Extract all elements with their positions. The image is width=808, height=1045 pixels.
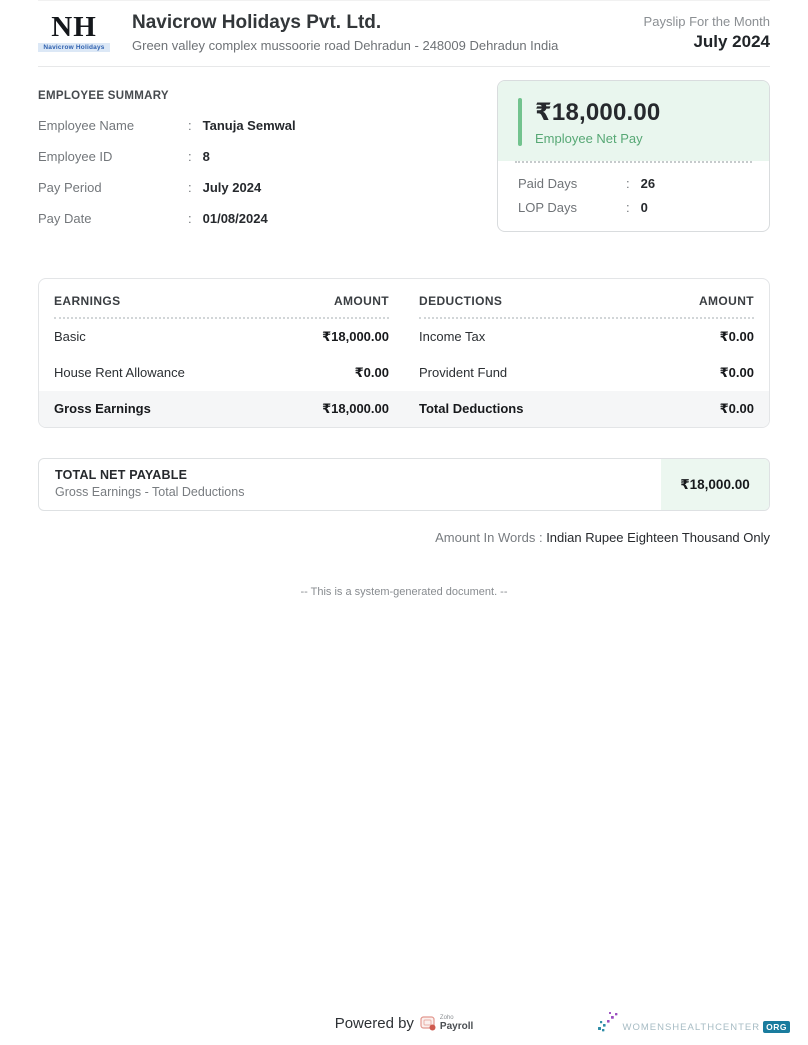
zoho-payroll-icon xyxy=(420,1015,437,1032)
powered-by-label: Powered by xyxy=(334,1015,414,1032)
company-info xyxy=(132,12,622,53)
gross-earnings-amount: ₹18,000.00 xyxy=(322,401,389,416)
amount-header: AMOUNT xyxy=(333,294,389,308)
net-pay-details xyxy=(498,163,769,231)
field-colon: : xyxy=(626,176,630,191)
watermark-org-badge: ORG xyxy=(763,1021,790,1034)
field-colon: : xyxy=(188,180,192,195)
field-value: 8 xyxy=(202,149,210,164)
table-row xyxy=(419,355,754,391)
total-net-payable-box xyxy=(38,458,770,511)
total-deductions-amount: ₹0.00 xyxy=(719,401,754,416)
field-colon: : xyxy=(188,149,192,164)
field-colon: : xyxy=(188,211,192,226)
totals-row xyxy=(39,391,769,427)
employee-summary xyxy=(38,80,296,232)
amount-in-words-separator: : xyxy=(535,530,547,545)
net-payable-subtitle: Gross Earnings - Total Deductions xyxy=(55,485,245,499)
header xyxy=(38,1,770,67)
company-logo-initials: NH xyxy=(51,11,97,43)
field-value: 26 xyxy=(640,176,656,191)
summary-section xyxy=(38,80,770,232)
employee-name-row xyxy=(38,118,296,133)
table-row xyxy=(54,355,389,391)
paid-days-row xyxy=(518,176,749,191)
company-logo-subtext: Navicrow Holidays xyxy=(38,43,110,52)
field-label: LOP Days xyxy=(518,200,578,215)
field-label: Paid Days xyxy=(518,176,578,191)
field-colon: : xyxy=(188,118,192,133)
payslip-month: July 2024 xyxy=(693,31,770,51)
zoho-payroll-logo xyxy=(420,1015,473,1032)
company-name: Navicrow Holidays Pvt. Ltd. xyxy=(132,12,382,33)
womenshealthcenter-dots-icon xyxy=(597,1011,621,1033)
pay-date-row xyxy=(38,211,296,226)
total-deductions-label: Total Deductions xyxy=(419,401,524,416)
payslip-for-label: Payslip For the Month xyxy=(643,13,770,29)
watermark-text: WOMENSHEALTHCENTER xyxy=(622,1021,761,1033)
net-pay-amount: ₹18,000.00 xyxy=(535,99,661,126)
system-generated-note: -- This is a system-generated document. -- xyxy=(300,586,508,598)
field-value: 0 xyxy=(640,200,648,215)
payroll-wordmark: Payroll xyxy=(439,1021,474,1032)
payslip-period xyxy=(644,14,770,52)
earning-name: House Rent Allowance xyxy=(54,365,185,380)
payslip-document xyxy=(38,0,770,598)
total-deductions-total xyxy=(404,391,769,427)
earning-name: Basic xyxy=(54,329,86,344)
earning-amount: ₹0.00 xyxy=(354,365,389,380)
earnings-header: EARNINGS xyxy=(54,294,121,308)
deduction-name: Provident Fund xyxy=(419,365,508,380)
gross-earnings-total xyxy=(39,391,404,427)
field-value: 01/08/2024 xyxy=(202,211,268,226)
net-payable-title: TOTAL NET PAYABLE xyxy=(55,468,188,482)
earnings-header-row xyxy=(54,279,389,317)
field-label: Employee ID xyxy=(38,149,113,164)
field-label: Pay Period xyxy=(38,180,102,195)
net-pay-accent-bar xyxy=(518,98,522,146)
pay-period-row xyxy=(38,180,296,195)
earnings-column xyxy=(39,279,404,391)
amount-header: AMOUNT xyxy=(698,294,754,308)
lop-days-row xyxy=(518,200,749,215)
amount-in-words-value: Indian Rupee Eighteen Thousand Only xyxy=(546,530,770,545)
table-row xyxy=(419,319,754,355)
earnings-deductions-table xyxy=(38,278,770,428)
company-address: Green valley complex mussoorie road Dehradun - 248009 Dehradun India xyxy=(132,38,559,53)
deductions-header: DEDUCTIONS xyxy=(419,294,503,308)
field-value: Tanuja Semwal xyxy=(202,118,296,133)
table-row xyxy=(54,319,389,355)
net-pay-highlight xyxy=(498,81,769,161)
deductions-header-row xyxy=(419,279,754,317)
amount-in-words-label: Amount In Words xyxy=(435,530,536,545)
gross-earnings-label: Gross Earnings xyxy=(54,401,151,416)
womenshealthcenter-watermark xyxy=(597,1011,790,1033)
employee-summary-title: EMPLOYEE SUMMARY xyxy=(38,90,169,102)
deductions-column xyxy=(404,279,769,391)
field-label: Pay Date xyxy=(38,211,92,226)
zoho-wordmark: Zoho xyxy=(439,1015,454,1021)
company-logo xyxy=(38,13,110,52)
employee-id-row xyxy=(38,149,296,164)
net-payable-amount: ₹18,000.00 xyxy=(661,459,769,510)
field-label: Employee Name xyxy=(38,118,135,133)
net-pay-caption: Employee Net Pay xyxy=(535,131,643,146)
field-colon: : xyxy=(626,200,630,215)
deduction-amount: ₹0.00 xyxy=(719,365,754,380)
deduction-amount: ₹0.00 xyxy=(719,329,754,344)
net-pay-card xyxy=(497,80,770,232)
field-value: July 2024 xyxy=(202,180,262,195)
amount-in-words xyxy=(38,530,770,545)
earning-amount: ₹18,000.00 xyxy=(322,329,389,344)
deduction-name: Income Tax xyxy=(419,329,486,344)
